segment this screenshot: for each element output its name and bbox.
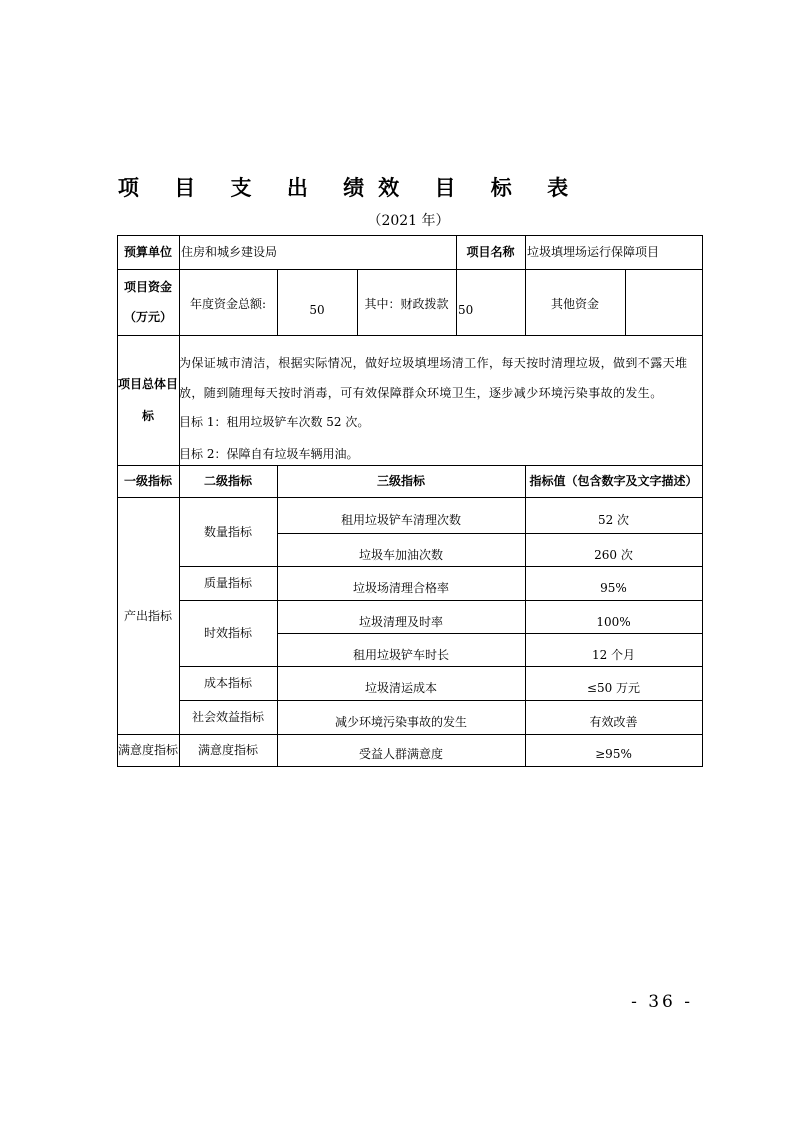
budget-unit-label: 预算单位 — [123, 245, 172, 259]
goals-label-line1: 项目总体目 — [117, 377, 178, 391]
indicator-name: 垃圾清理及时率 — [358, 614, 443, 629]
funds-label — [117, 269, 179, 335]
other-funds-value — [625, 269, 702, 335]
goals-label-line2: 标 — [141, 409, 154, 423]
fiscal-value: 50 — [458, 303, 474, 317]
time-indicators-label: 时效指标 — [203, 626, 252, 640]
indicator-name: 受益人群满意度 — [358, 747, 443, 761]
quality-indicators-label: 质量指标 — [203, 576, 252, 590]
indicator-value: 12 个月 — [591, 647, 636, 662]
col-header-level3: 三级指标 — [376, 474, 425, 488]
indicator-value: 100% — [596, 614, 631, 629]
indicator-name: 租用垃圾铲车时长 — [352, 647, 449, 662]
indicator-name: 垃圾场清理合格率 — [352, 581, 449, 595]
annual-total-value: 50 — [309, 303, 325, 317]
cost-indicators-label: 成本指标 — [203, 676, 252, 690]
indicator-name: 垃圾车加油次数 — [358, 547, 443, 562]
goal-1: 目标 1：租用垃圾铲车次数 52 次。 — [179, 415, 370, 429]
indicator-value: ≥95% — [595, 747, 632, 761]
budget-unit-value: 住房和城乡建设局 — [181, 245, 278, 259]
page-number: - 36 - — [631, 992, 693, 1012]
goal-2: 目标 2：保障自有垃圾车辆用油。 — [179, 447, 359, 461]
indicator-value: 95% — [600, 581, 627, 595]
col-header-level2: 二级指标 — [203, 474, 252, 488]
page-title: 项 目 支 出 绩效 目 标 表 — [117, 175, 583, 200]
indicator-name: 租用垃圾铲车清理次数 — [340, 513, 461, 527]
goals-paragraph: 为保证城市清洁，根据实际情况，做好垃圾填埋场清工作，每天按时清理垃圾，做到不露天堆放，随到随理每天按时消毒，可有效保障群众环境卫生，逐步减少环境污染事故的发生。 — [179, 356, 688, 400]
satisfaction-level1-label: 满意度指标 — [117, 743, 178, 757]
output-indicators-label: 产出指标 — [123, 608, 172, 623]
goals-label — [117, 335, 179, 465]
indicator-value: ≤50 万元 — [586, 681, 641, 695]
indicator-name: 减少环境污染事故的发生 — [334, 715, 467, 729]
funds-label-line2: （万元） — [123, 310, 172, 324]
quantity-indicators-label: 数量指标 — [203, 524, 252, 539]
satisfaction-level2-label: 满意度指标 — [197, 743, 258, 757]
table-border — [702, 235, 703, 767]
project-name-label: 项目名称 — [466, 245, 515, 259]
funds-label-line1: 项目资金 — [123, 280, 172, 294]
indicator-value: 52 次 — [597, 513, 630, 527]
col-header-value: 指标值（包含数字及文字描述） — [529, 474, 698, 488]
indicator-name: 垃圾清运成本 — [364, 681, 437, 695]
annual-total-label: 年度资金总额: — [189, 297, 267, 311]
project-name-value: 垃圾填埋场运行保障项目 — [527, 245, 660, 259]
col-header-level1: 一级指标 — [123, 474, 172, 488]
indicator-value: 260 次 — [594, 547, 633, 562]
other-funds-label: 其他资金 — [550, 297, 599, 311]
indicator-value: 有效改善 — [589, 715, 638, 729]
table-border — [117, 335, 703, 336]
year-label: （2021 年） — [367, 213, 450, 229]
social-benefit-indicators-label: 社会效益指标 — [191, 710, 264, 724]
fiscal-label: 其中：财政拨款 — [364, 297, 449, 311]
